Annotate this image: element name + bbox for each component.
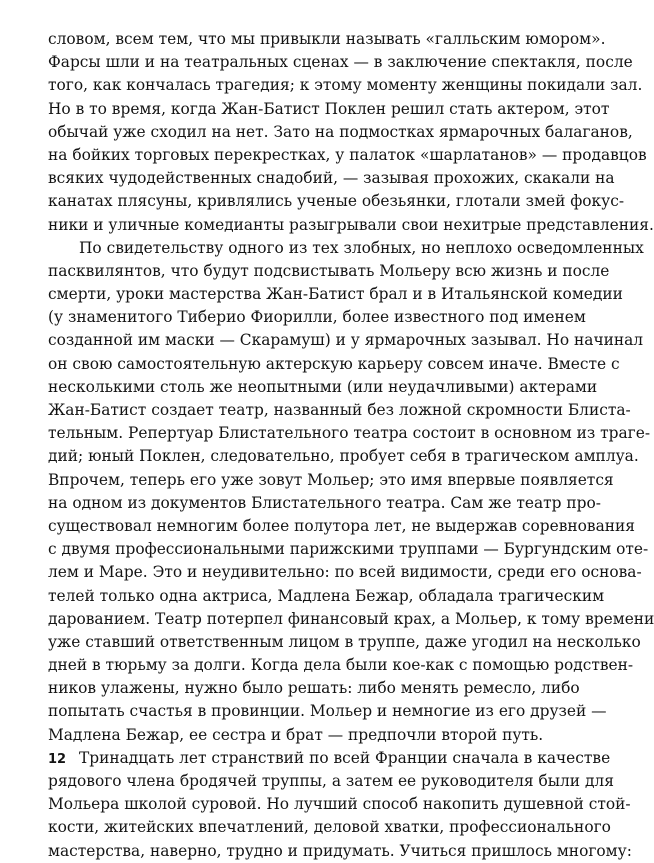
page-body <box>48 28 654 863</box>
text-line: По свидетельству одного из тех злобных, но неплохо осведомленных <box>79 238 644 257</box>
page-number: 12 <box>48 752 67 767</box>
text-line: попытать счастья в провинции. Мольер и немногие из его друзей — <box>48 702 607 721</box>
text-line: дарованием. Театр потерпел финансовый крах, а Мольер, к тому времени <box>48 609 654 628</box>
text-line: Мадлена Бежар, ее сестра и брат — предпочли второй путь. <box>48 725 544 744</box>
text-line: смерти, уроки мастерства Жан-Батист брал и в Итальянской комедии <box>48 285 623 304</box>
text-line: созданной им маски — Скарамуш) и у ярмарочных зазывал. Но начинал <box>48 331 644 350</box>
text-line: (у знаменитого Тиберио Фиорилли, более известного под именем <box>48 308 586 327</box>
text-line: он свою самостоятельную актерскую карьеру совсем иначе. Вместе с <box>48 354 620 373</box>
text-line: того, как кончалась трагедия; к этому моменту женщины покидали зал. <box>48 76 643 95</box>
text-line: Впрочем, теперь его уже зовут Мольер; это имя впервые появляется <box>48 470 614 489</box>
text-line: словом, всем тем, что мы привыкли называть «галльским юмором». <box>48 30 606 48</box>
text-line: Жан-Батист создает театр, названный без ложной скромности Блиста- <box>48 401 631 419</box>
text-line: рядового члена бродячей труппы, а затем ее руководителя были для <box>48 772 614 790</box>
text-line: существовал немногим более полутора лет, не выдержав соревнования <box>48 516 635 535</box>
text-line: Но в то время, когда Жан-Батист Поклен решил стать актером, этот <box>48 99 610 118</box>
text-line: кости, житейских впечатлений, деловой хватки, профессионального <box>48 818 611 837</box>
text-line: на одном из документов Блистательного театра. Сам же театр про- <box>48 493 602 512</box>
text-line: на бойких торговых перекрестках, у палаток «шарлатанов» — продавцов <box>48 145 647 164</box>
text-line: обычай уже сходил на нет. Зато на подмостках ярмарочных балаганов, <box>48 122 633 141</box>
text-line: ники и уличные комедианты разыгрывали свои нехитрые представления. <box>48 215 654 234</box>
text-line: мастерства, наверно, трудно и придумать. Учиться пришлось многому: <box>48 841 632 860</box>
text-line: пасквилянтов, что будут подсвистывать Мольеру всю жизнь и после <box>48 261 610 280</box>
text-line: лем и Маре. Это и неудивительно: по всей видимости, среди его основа- <box>48 563 642 582</box>
text-line: дий; юный Поклен, следовательно, пробует себя в трагическом амплуа. <box>48 447 639 466</box>
text-line: Фарсы шли и на театральных сценах — в заключение спектакля, после <box>48 53 633 72</box>
text-line: телей только одна актриса, Мадлена Бежар, обладала трагическим <box>48 586 605 605</box>
text-line: с двумя профессиональными парижскими труппами — Бургундским оте- <box>48 540 649 559</box>
text-line: несколькими столь же неопытными (или неудачливыми) актерами <box>48 377 598 396</box>
text-line: ников улажены, нужно было решать: либо менять ремесло, либо <box>48 679 580 698</box>
text-line: Мольера школой суровой. Но лучший способ накопить душевной стой- <box>48 795 631 814</box>
text-line: дней в тюрьму за долги. Когда дела были кое-как с помощью родствен- <box>48 656 634 675</box>
text-line: уже ставший ответственным лицом в труппе, даже угодил на несколько <box>48 632 641 651</box>
text-line: тельным. Репертуар Блистательного театра состоит в основном из траге- <box>48 424 651 443</box>
text-line: всяких чудодейственных снадобий, — зазывая прохожих, скакали на <box>48 169 615 188</box>
text-line: канатах плясуны, кривлялись ученые обезьянки, глотали змей фокус- <box>48 192 625 211</box>
text-line: Тринадцать лет странствий по всей Франции сначала в качестве <box>79 748 611 767</box>
